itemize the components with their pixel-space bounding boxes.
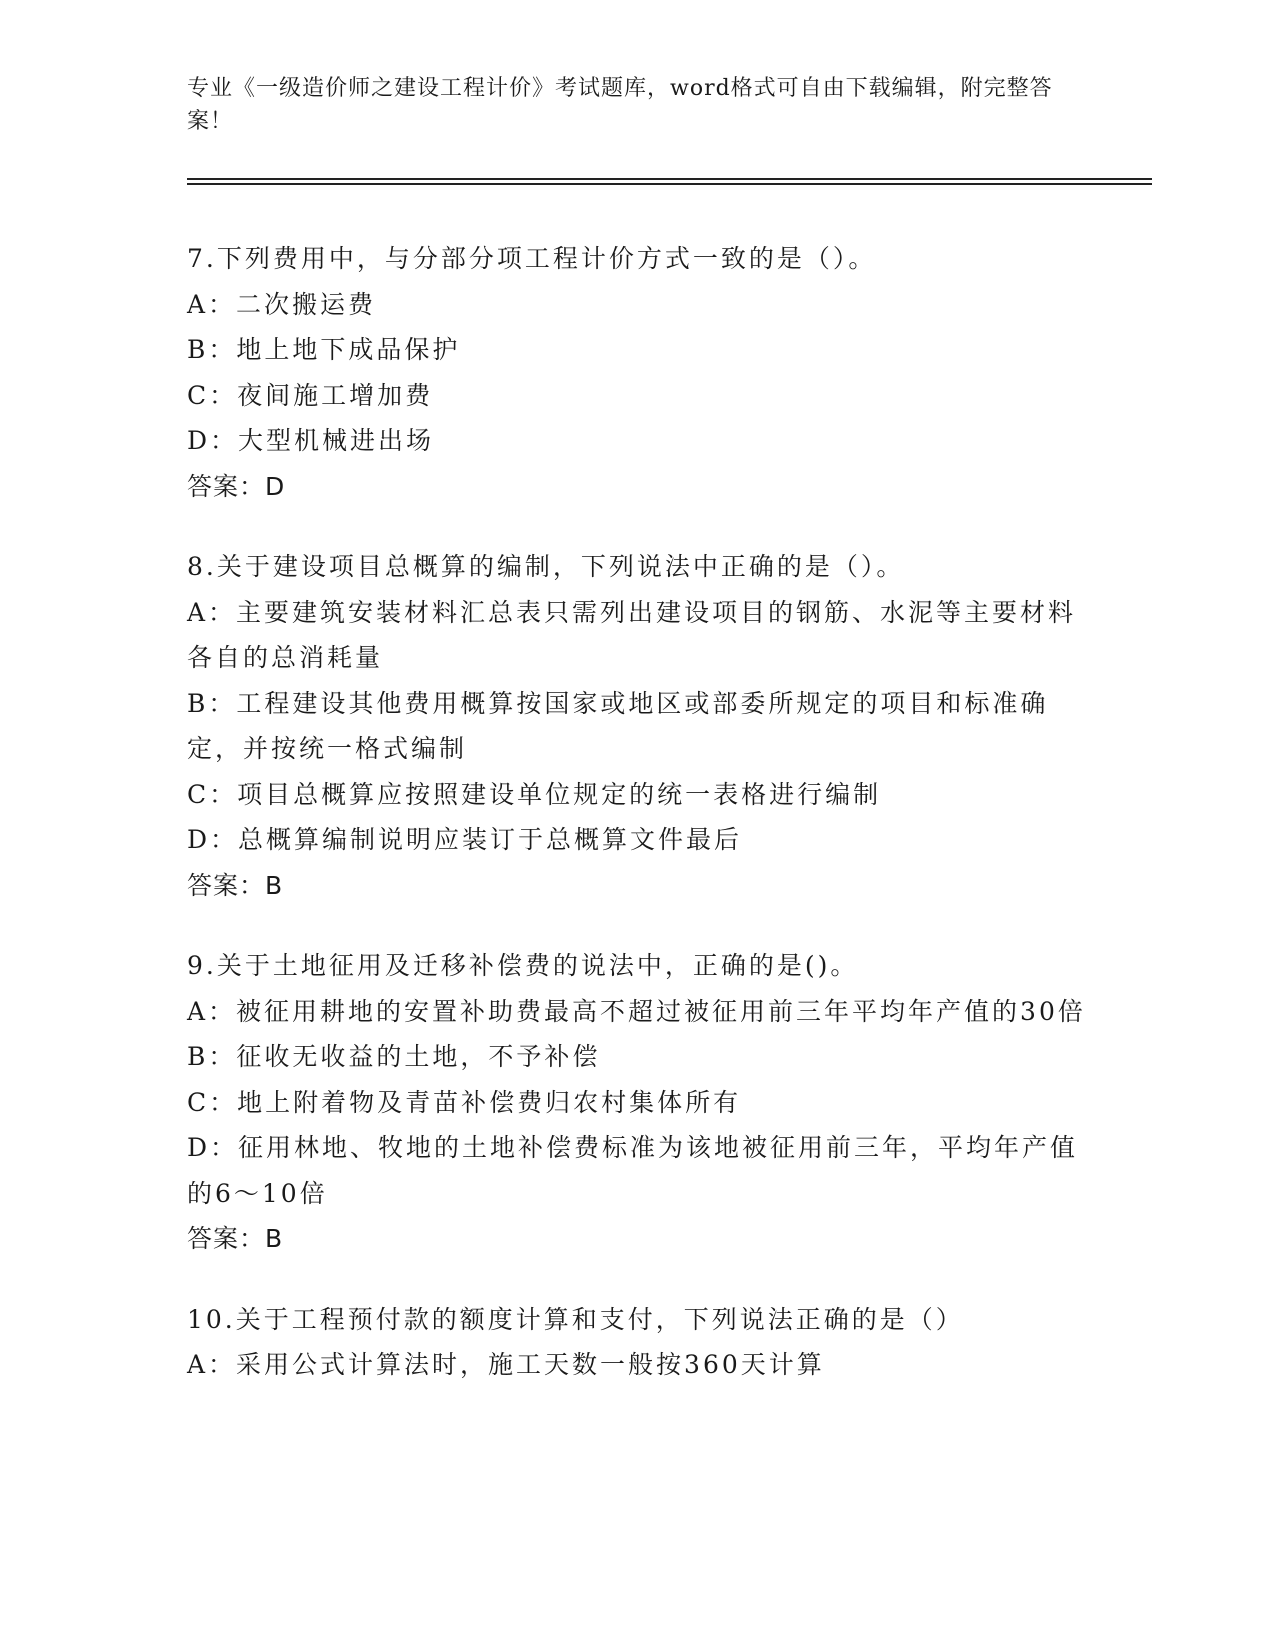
question-8 (187, 544, 1087, 908)
question-stem: 10.关于工程预付款的额度计算和支付，下列说法正确的是（） (187, 1304, 964, 1334)
option-b: B：工程建设其他费用概算按国家或地区或部委所规定的项目和标准确定，并按统一格式编制 (187, 688, 1049, 763)
option-a: A：被征用耕地的安置补助费最高不超过被征用前三年平均年产值的30倍 (187, 996, 1086, 1026)
document-header: 专业《一级造价师之建设工程计价》考试题库，word格式可自由下载编辑，附完整答案！ (187, 76, 1053, 134)
option-b: B：地上地下成品保护 (187, 335, 461, 364)
question-9 (187, 943, 1087, 1262)
header-divider-bottom (187, 183, 1152, 185)
header-divider-top (187, 178, 1152, 180)
answer: 答案：B (187, 1224, 284, 1253)
question-10 (187, 1297, 1087, 1388)
option-d: D：总概算编制说明应装订于总概算文件最后 (187, 825, 743, 854)
option-b: B：征收无收益的土地，不予补偿 (187, 1042, 601, 1071)
option-c: C：项目总概算应按照建设单位规定的统一表格进行编制 (187, 779, 882, 809)
option-a: A：采用公式计算法时，施工天数一般按360天计算 (187, 1350, 825, 1379)
option-a: A：二次搬运费 (187, 289, 377, 319)
question-stem: 7.下列费用中，与分部分项工程计价方式一致的是（）。 (187, 244, 877, 273)
option-a: A：主要建筑安装材料汇总表只需列出建设项目的钢筋、水泥等主要材料各自的总消耗量 (187, 597, 1077, 672)
answer: 答案：B (187, 870, 284, 900)
question-list (187, 236, 1087, 1423)
option-c: C：地上附着物及青苗补偿费归农村集体所有 (187, 1087, 742, 1117)
option-d: D：征用林地、牧地的土地补偿费标准为该地被征用前三年，平均年产值的6～10倍 (187, 1133, 1079, 1208)
option-c: C：夜间施工增加费 (187, 380, 434, 410)
question-7 (187, 236, 1087, 509)
answer: 答案：D (187, 471, 286, 501)
option-d: D：大型机械进出场 (187, 426, 435, 455)
question-stem: 8.关于建设项目总概算的编制，下列说法中正确的是（）。 (187, 552, 905, 581)
question-stem: 9.关于土地征用及迁移补偿费的说法中，正确的是()。 (187, 951, 859, 980)
